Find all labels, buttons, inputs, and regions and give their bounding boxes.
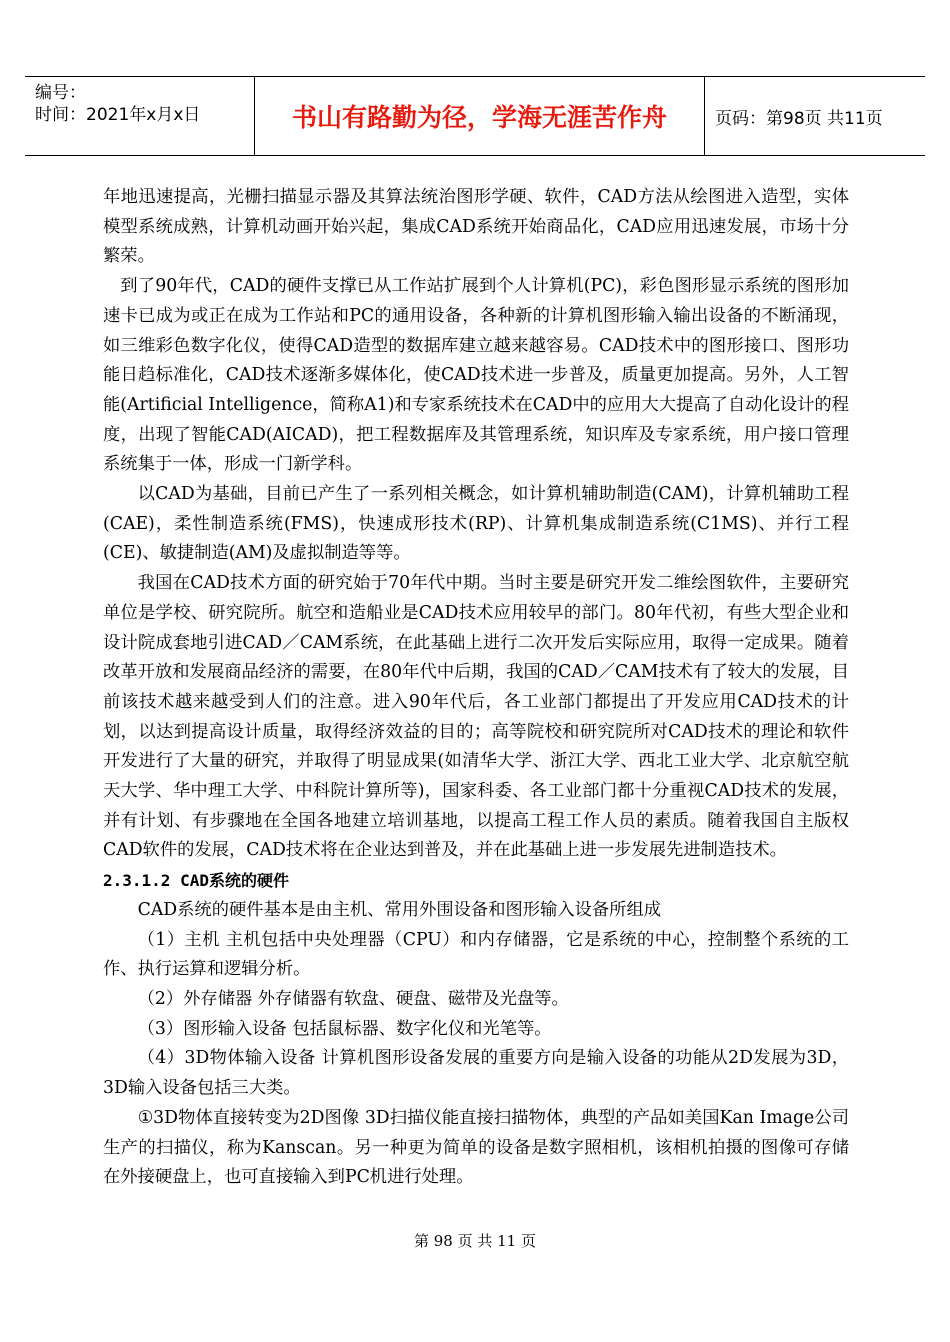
page-footer: 第 98 页 共 11 页	[413, 1232, 536, 1250]
header-meta	[25, 77, 255, 155]
paragraph: 以CAD为基础，目前已产生了一系列相关概念，如计算机辅助制造(CAM)，计算机辅助工程(CAE)，柔性制造系统(FMS)，快速成形技术(RP)、计算机集成制造系统(C1MS)、并行工程(CE)、敏捷制造(AM)及虚拟制造等等。	[103, 484, 849, 564]
header-motto: 书山有路勤为径，学海无涯苦作舟	[255, 77, 705, 155]
document-body	[103, 183, 849, 1193]
paragraph: 我国在CAD技术方面的研究始于70年代中期。当时主要是研究开发二维绘图软件，主要研究单位是学校、研究院所。航空和造船业是CAD技术应用较早的部门。80年代初，有些大型企业和设计院成套地引进CAD／CAM系统，在此基础上进行二次开发后实际应用，取得一定成果。随着改革开放和发展商品经济的需要，在80年代中后期，我国的CAD／CAM技术有了较大的发展，目前该技术越来越受到人们的注意。进入90年代后，各工业部门都提出了开发应用CAD技术的计划，以达到提高设计质量，取得经济效益的目的；高等院校和研究院所对CAD技术的理论和软件开发进行了大量的研究，并取得了明显成果(如清华大学、浙江大学、西北工业大学、北京航空航天大学、华中理工大学、中科院计算所等)，国家科委、各工业部门都十分重视CAD技术的发展，并有计划、有步骤地在全国各地建立培训基地，以提高工程工作人员的素质。随着我国自主版权CAD软件的发展，CAD技术将在企业达到普及，并在此基础上进一步发展先进制造技术。	[103, 573, 849, 861]
header-page-info: 页码：第98页 共11页	[715, 108, 883, 129]
document-number-label: 编号：	[35, 83, 86, 103]
document-time-label: 时间：2021年x月x日	[35, 105, 201, 125]
paragraph: 到了90年代，CAD的硬件支撑已从工作站扩展到个人计算机(PC)，彩色图形显示系统的图形加速卡已成为或正在成为工作站和PC的通用设备，各种新的计算机图形输入输出设备的不断涌现，如三维彩色数字化仪，使得CAD造型的数据库建立越来越容易。CAD技术中的图形接口、图形功能日趋标准化，CAD技术逐渐多媒体化，使CAD技术进一步普及，质量更加提高。另外，人工智能(Artificial Intelligence，简称A1)和专家系统技术在CAD中的应用大大提高了自动化设计的程度，出现了智能CAD(AICAD)，把工程数据库及其管理系统，知识库及专家系统，用户接口管理系统集于一体，形成一门新学科。	[103, 276, 849, 475]
paragraph: CAD系统的硬件基本是由主机、常用外围设备和图形输入设备所组成	[137, 899, 662, 920]
section-heading: 2.3.1.2 CAD系统的硬件	[103, 871, 289, 891]
paragraph: （2）外存储器 外存储器有软盘、硬盘、磁带及光盘等。	[137, 988, 569, 1009]
paragraph: ①3D物体直接转变为2D图像 3D扫描仪能直接扫描物体，典型的产品如美国Kan Image公司生产的扫描仪，称为Kanscan。另一种更为简单的设备是数字照相机，该相机拍摄的图像可存储在外接硬盘上，也可直接输入到PC机进行处理。	[103, 1107, 849, 1188]
paragraph: 年地迅速提高，光栅扫描显示器及其算法统治图形学硬、软件，CAD方法从绘图进入造型，实体模型系统成熟，计算机动画开始兴起，集成CAD系统开始商品化，CAD应用迅速发展，市场十分繁荣。	[103, 187, 849, 267]
page-header	[25, 76, 925, 156]
paragraph: （1）主机 主机包括中央处理器（CPU）和内存储器，它是系统的中心，控制整个系统的工作、执行运算和逻辑分析。	[103, 929, 849, 980]
paragraph: （3）图形输入设备 包括鼠标器、数字化仪和光笔等。	[137, 1018, 552, 1039]
paragraph: （4）3D物体输入设备 计算机图形设备发展的重要方向是输入设备的功能从2D发展为3D，3D输入设备包括三大类。	[103, 1048, 849, 1099]
